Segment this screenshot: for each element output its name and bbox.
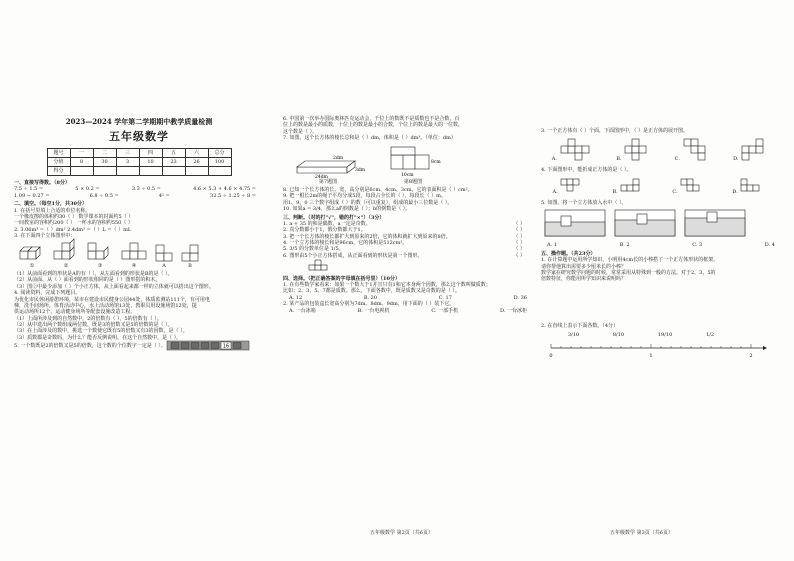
- question-text: [14, 341, 264, 350]
- figure-label: A: [162, 262, 166, 269]
- choice-option[interactable]: B. 20: [363, 294, 378, 301]
- net-option[interactable]: [733, 138, 770, 162]
- fraction-list: [551, 332, 731, 338]
- net-option[interactable]: [616, 138, 653, 162]
- score-cell: 分值: [47, 158, 70, 167]
- judge-item: 2. 真分数都小于1，假分数都大于1。: [283, 227, 366, 234]
- cube-net-icon: [559, 138, 595, 160]
- net-options: [541, 138, 781, 162]
- score-input-cell[interactable]: [162, 167, 185, 176]
- score-cell: 总分: [208, 149, 231, 158]
- cube-figure: [120, 243, 148, 269]
- score-cell: 六: [185, 149, 208, 158]
- score-table: [47, 148, 232, 176]
- dim-label: 8cm: [431, 159, 441, 165]
- choice-option[interactable]: D. 4: [764, 242, 775, 249]
- choice-option[interactable]: C. 3: [692, 242, 703, 249]
- option-letter: B.: [612, 189, 618, 196]
- fold-option[interactable]: [732, 177, 769, 195]
- cube-figure: [18, 243, 46, 269]
- cube-stack-icon: [86, 243, 114, 263]
- score-cell: 10: [139, 158, 162, 167]
- page-3-column: [541, 128, 781, 548]
- figure-label: ③: [97, 262, 103, 269]
- score-input-cell[interactable]: [93, 167, 116, 176]
- fraction-item: 8/10: [612, 332, 625, 339]
- box-figures: [293, 145, 533, 185]
- calc-item: 1.09 − 0.27 =: [14, 192, 50, 199]
- question-text: （1）从前面看到的形状是A的有（ ），从左面看到的形状是B的是（ ）。: [14, 270, 173, 277]
- question-text: 9. 把一根长2m的绳子平均分成5段，每段占全长的（ ），每段长（ ）m。: [283, 193, 446, 200]
- judge-item: 5. 3/5 的分数单位是 1/5。: [283, 246, 344, 253]
- choice-option[interactable]: B. 2: [619, 242, 630, 249]
- choice-options: [541, 242, 781, 248]
- pattern-bar: [167, 341, 249, 350]
- calc-item: 7.5 ÷ 1.5 =: [14, 186, 44, 193]
- question-text: （2）从前面、从（ ）面看到的形状相同的是（ ）图形搭的积木。: [14, 277, 161, 284]
- section-heading: 五、操作题。（共23分）: [541, 250, 596, 257]
- question-text: （1）上面所涉及到的自然数中，2的倍数有（ ），5的倍数有（ ）。: [14, 315, 162, 322]
- section-heading: 四、选择。（把正确答案的字母填在括号里）（10分）: [283, 275, 400, 282]
- score-input-cell[interactable]: [70, 167, 93, 176]
- answer-slot[interactable]: （ ）: [513, 240, 525, 247]
- score-cell: 23: [162, 158, 185, 167]
- question-text: （3）在上面涉及的数中，挑选一个数使它既有5的倍数又有3的因数，是（ ）。: [14, 328, 188, 335]
- fraction-item: 19/10: [657, 332, 673, 339]
- cube-figure: [86, 243, 114, 269]
- score-input-cell[interactable]: [139, 167, 162, 176]
- fold-option[interactable]: [672, 177, 709, 195]
- calc-item: 32.5 ÷ 1.25 ÷ 8 =: [210, 192, 256, 199]
- figure-label: ④: [131, 262, 137, 269]
- box-figure: [293, 149, 366, 185]
- score-cell: 一: [70, 149, 93, 158]
- calc-item: 6.8 ÷ 0.5 =: [89, 192, 119, 199]
- judge-item: 1. a + 35 的和是偶数，a一定是奇数。: [283, 220, 371, 227]
- cube-figures: [18, 243, 264, 269]
- question-text: 5. 一个数既是2的倍数又是5的倍数，这个数的个位数字一定是（ ）。: [14, 343, 166, 350]
- answer-slot[interactable]: （ ）: [513, 233, 525, 240]
- calc-item: 5 × 0.2 =: [75, 186, 100, 193]
- calc-item: 4² =: [158, 192, 170, 199]
- score-input-cell[interactable]: [116, 167, 139, 176]
- view-grid-icon: [180, 243, 200, 263]
- cuboid-icon: [293, 149, 366, 180]
- question-text: 倍数特征，你能用所学知识来说明吗？: [541, 276, 627, 283]
- axis-tick-label: 0: [549, 353, 553, 360]
- page-footer: 五年级数学 第2页（共6页）: [370, 530, 433, 536]
- dim-label: 10cm: [401, 172, 414, 178]
- question-text: 2. 在直线上表示下面各数。（4分）: [541, 322, 619, 329]
- box-figure: [383, 145, 443, 185]
- fraction-item: 1/2: [706, 332, 715, 339]
- score-input-cell[interactable]: [185, 167, 208, 176]
- fraction-item: 3/10: [567, 332, 580, 339]
- question-text: 4. 下面图形中，能折成正方体的是（ ）。: [541, 166, 632, 173]
- question-text: 一个橡皮擦的体积约30（ ） 数学课本的封面约5（ ）: [14, 213, 134, 220]
- score-cell: 26: [185, 158, 208, 167]
- view-grid-icon: [154, 243, 174, 263]
- question-text: 请你帮他算出需要多少厘米长的小棒？: [541, 263, 627, 270]
- option-letter: C.: [672, 189, 678, 196]
- question-text: 位上的数是最小的质数，十位上的数是最小的合数，个位上的数是最大的一位数，: [283, 122, 464, 129]
- exam-title: 2023—2024 学年第二学期期中教学质量检测: [65, 117, 213, 126]
- choice-options: [283, 308, 533, 314]
- question-text: 3. 在下面四个立体图形中：: [14, 233, 76, 240]
- score-cell: 二: [93, 149, 116, 158]
- option-letter: B.: [616, 156, 622, 163]
- cube-net-icon: [740, 138, 770, 160]
- figure-caption: 第7题图: [318, 178, 338, 185]
- cube-net-icon: [739, 177, 769, 193]
- choice-option[interactable]: A. 一台冰箱: [289, 307, 316, 314]
- answer-space[interactable]: [541, 283, 781, 323]
- option-letter: D.: [732, 189, 738, 196]
- question-text: 为优化市民休闲游憩环境，某市在建设市民健身公园44处，体质监测站111个，有可用电: [14, 296, 210, 303]
- choice-option[interactable]: C. 一部手机: [431, 307, 459, 314]
- view-figure: [180, 243, 200, 269]
- question-text: （3）图②中最少添加（ ）个小正方体，从上面看起来都一样的立体就可以搭出这个图形。: [14, 283, 214, 290]
- choice-option[interactable]: B. 一台电视机: [357, 307, 390, 314]
- answer-slot[interactable]: （ ）: [513, 246, 525, 253]
- score-cell: 得分: [47, 167, 70, 176]
- cube-stack-icon: [120, 243, 148, 263]
- question-text: 1. 在计算题中运用所学知识，小明用4cm长的小棒搭了一个正方体形状的框架。: [541, 257, 719, 264]
- page-2-column: [283, 116, 533, 536]
- score-cell: 8: [70, 158, 93, 167]
- score-cell: 四: [139, 149, 162, 158]
- question-text: 梯，洗手间场所，体育活动中心，水上活动场馆13处，教职员用设施场馆12处，提: [14, 302, 197, 309]
- score-cell: 30: [93, 158, 116, 167]
- cube-net-icon: [619, 177, 649, 193]
- cube-figure: [52, 243, 80, 269]
- question-text: 7. 如图，这个长方体的棱长总和是（ ）dm，体积是（ ）dm³。（单位：dm）: [283, 135, 456, 142]
- calc-item: 4.6 × 5.3 + 4.6 × 4.75 =: [193, 186, 256, 193]
- question-text: 用1、9、0 三个数字组成（ ）的数（可以重复），组成的最小三位数是（ ）。: [283, 199, 453, 206]
- fold-option[interactable]: [553, 177, 590, 195]
- option-letter: A.: [552, 189, 558, 196]
- cube-net-icon: [623, 138, 653, 160]
- question-text: 1. 在有些数学家看来：如果一个数大于1并且只有1和它本身两个因数，那么这个数叫做质数；: [283, 282, 491, 289]
- cube-net-icon: [559, 177, 589, 193]
- judge-item: 4. 一个立方体的棱长和是96cm，它的体积是512cm³。: [283, 240, 408, 247]
- question-text: 6. 中国第一次举办国际奥林匹克运动会，千位上的数既不是质数也不是合数，百: [283, 116, 460, 122]
- question-text: 供运动场所12个，运动健身场所等配套设施改造工程。: [14, 309, 136, 316]
- calc-item: 3.3 ÷ 0.5 =: [131, 186, 161, 193]
- score-cell: 3: [116, 158, 139, 167]
- dim-label: 3dm: [355, 167, 366, 173]
- fold-option[interactable]: [612, 177, 649, 195]
- figure-caption: 第8题图: [403, 178, 423, 185]
- net-option[interactable]: [552, 138, 595, 162]
- question-text: 3. 一个正方体有（ ）个面，下面图形中，（ ）是正方体的展开图。: [541, 128, 689, 134]
- net-option[interactable]: [675, 138, 712, 162]
- dim-label: 24dm: [315, 174, 328, 180]
- axis-tick-label: 1: [649, 353, 653, 360]
- question-text: （2）从中选出两个数组成两位数，既是3的倍数又是5的倍数的是（ ）。: [14, 322, 173, 329]
- question-text: 这个数是（ ）。: [283, 128, 318, 135]
- judge-item: 6. 图形由5个小正方体搭成，从正面看到的形状是第一个图形。: [283, 252, 423, 259]
- net-cuboid-icon: [383, 145, 443, 179]
- axis-tick-label: 2: [749, 353, 753, 360]
- answer-slot[interactable]: （ ）: [513, 227, 525, 234]
- choice-option[interactable]: A. 1: [547, 242, 557, 249]
- fold-options: [541, 177, 781, 195]
- choice-option[interactable]: A. 12: [289, 294, 303, 301]
- figure-label: ①: [29, 262, 35, 269]
- page-footer: 五年级数学 第3页（共6页）: [610, 530, 673, 536]
- cube-stack-icon: [52, 243, 80, 263]
- option-letter: D.: [733, 156, 739, 163]
- score-input-cell[interactable]: [208, 167, 231, 176]
- option-letter: C.: [674, 156, 680, 163]
- section-heading: 二、填空。（每空1分，共30分）: [14, 201, 87, 208]
- question-text: 8. 已知一个长方体的长、宽、高分别是6cm、4cm、3cm，它的表面积是（ ）cm²。: [283, 186, 473, 193]
- question-text: （3）质数都是奇数吗，为什么？能否反例说明。在这个自然数中，是（ ）。: [14, 334, 182, 341]
- section-heading: 三、判断。（对的打"√"，错的打"×"）（3分）: [283, 214, 385, 221]
- score-cell: 三: [116, 149, 139, 158]
- subject-title: 五年级数学: [109, 129, 169, 143]
- option-letter: A.: [551, 156, 557, 163]
- page-1-column: [14, 108, 264, 528]
- water-tank-figure: [541, 206, 771, 240]
- cube-net-icon: [679, 177, 709, 193]
- cube-stack-icon: [18, 243, 46, 263]
- calc-row: [14, 193, 264, 199]
- question-text: 一间教室的容积约200（ ） 一杯水的容积约550（ ）: [14, 220, 133, 227]
- question-text: 2. 某产品的包装盒长宽高分别为7dm、8dm、9dm，用下面的（ ）装下它。: [283, 301, 455, 308]
- question-text: 4. 阅读资料，完成下列题目。: [14, 290, 81, 297]
- dim-label: 2dm: [333, 155, 344, 161]
- choice-option[interactable]: D. 一台冰柜: [499, 307, 527, 314]
- score-cell: 100: [208, 158, 231, 167]
- figure-label: B: [188, 262, 192, 269]
- small-cube-figure: [307, 259, 347, 271]
- question-text: 1. 在括号里填上合适的单位名称。: [14, 207, 91, 214]
- judge-item: 3. 把一个长方体的棱长都扩大到原来的2倍，它的体积就扩大到原来的8倍。: [283, 233, 451, 240]
- cube-net-icon: [682, 138, 712, 160]
- number-line[interactable]: [541, 342, 771, 360]
- question-text: 2. 3.06m³ =（ ）dm³ 2.4dm³ =（ ）L =（ ）mL: [14, 226, 132, 233]
- choice-option[interactable]: C. 17: [438, 294, 452, 301]
- question-text: 5. 如图，将一个立方体放入水中（ ）。: [541, 199, 627, 206]
- figure-label: ②: [63, 262, 69, 269]
- view-figure: [154, 243, 174, 269]
- question-text: 数学家在研究数学问题的时候，常常采用从特殊到一般的方法。对于2、3、5的: [541, 269, 716, 276]
- answer-slot[interactable]: （ ）: [513, 220, 525, 227]
- score-cell: 五: [162, 149, 185, 158]
- pattern-bar-value: 16: [223, 343, 230, 350]
- question-text: 10. 如果a = 3/4，那么a的倒数是（ ）；b的倒数是（ ）。: [283, 206, 411, 213]
- choice-option[interactable]: D. 36: [513, 294, 527, 301]
- answer-slot[interactable]: （ ）: [513, 252, 525, 259]
- question-text: 比如：2、3、5、7都是质数。那么，下面各数中，既是质数又是奇数的是（ ）。: [283, 288, 460, 295]
- section-heading: 一、直接写得数。（8分）: [14, 180, 70, 187]
- score-cell: 题号: [47, 149, 70, 158]
